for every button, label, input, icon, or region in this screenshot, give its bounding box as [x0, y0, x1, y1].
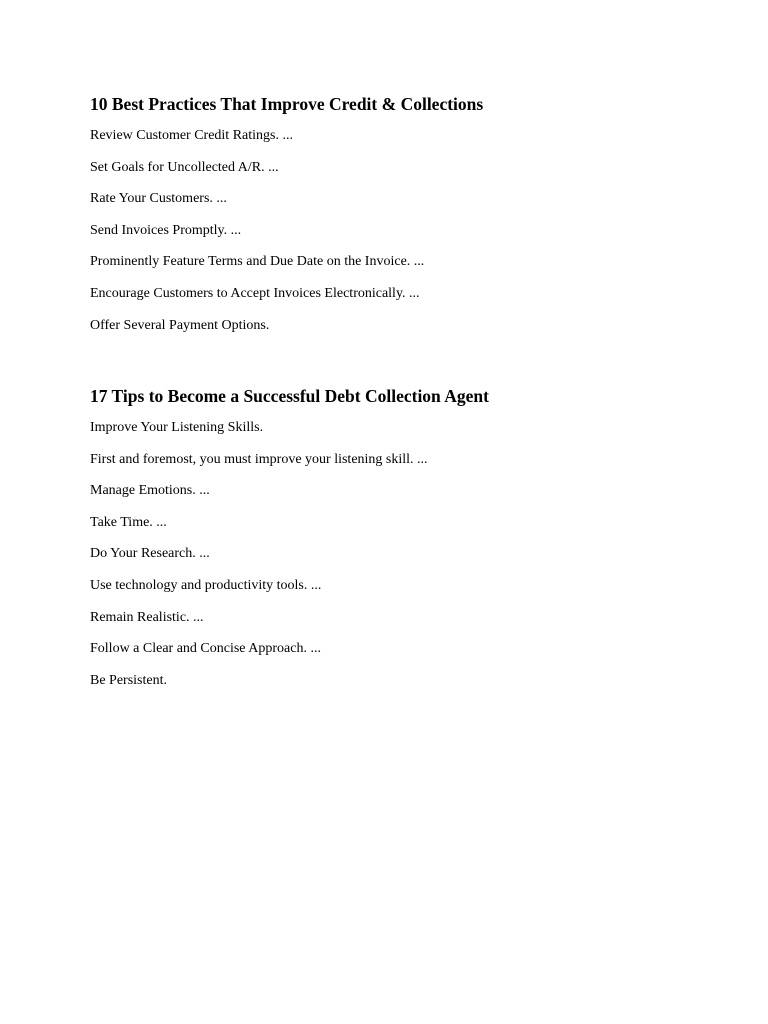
list-item: First and foremost, you must improve your listening skill. ... [90, 451, 428, 467]
list-item: Prominently Feature Terms and Due Date on the Invoice. ... [90, 254, 425, 270]
credit-collections-section [90, 92, 710, 347]
list-item: Review Customer Credit Ratings. ... [90, 128, 293, 143]
list-item: Rate Your Customers. ... [90, 191, 227, 207]
section-heading: 17 Tips to Become a Successful Debt Collection Agent [90, 386, 489, 406]
list-item: Send Invoices Promptly. ... [90, 222, 242, 238]
list-item: Take Time. ... [90, 514, 167, 530]
list-item: Set Goals for Uncollected A/R. ... [90, 159, 279, 175]
list-item: Be Persistent. [90, 672, 167, 688]
practices-list [90, 126, 710, 336]
list-item: Encourage Customers to Accept Invoices Electronically. ... [90, 285, 420, 301]
section-heading: 10 Best Practices That Improve Credit & Collections [90, 94, 484, 114]
list-item: Do Your Research. ... [90, 546, 210, 562]
list-item: Offer Several Payment Options. [90, 317, 270, 333]
list-item: Manage Emotions. ... [90, 483, 210, 499]
list-item: Improve Your Listening Skills. [90, 420, 264, 435]
list-item: Follow a Clear and Concise Approach. ... [90, 641, 321, 657]
list-item: Remain Realistic. ... [90, 609, 204, 625]
tips-list [90, 418, 710, 691]
list-item: Use technology and productivity tools. ... [90, 577, 322, 593]
debt-collection-tips-section [90, 384, 710, 702]
